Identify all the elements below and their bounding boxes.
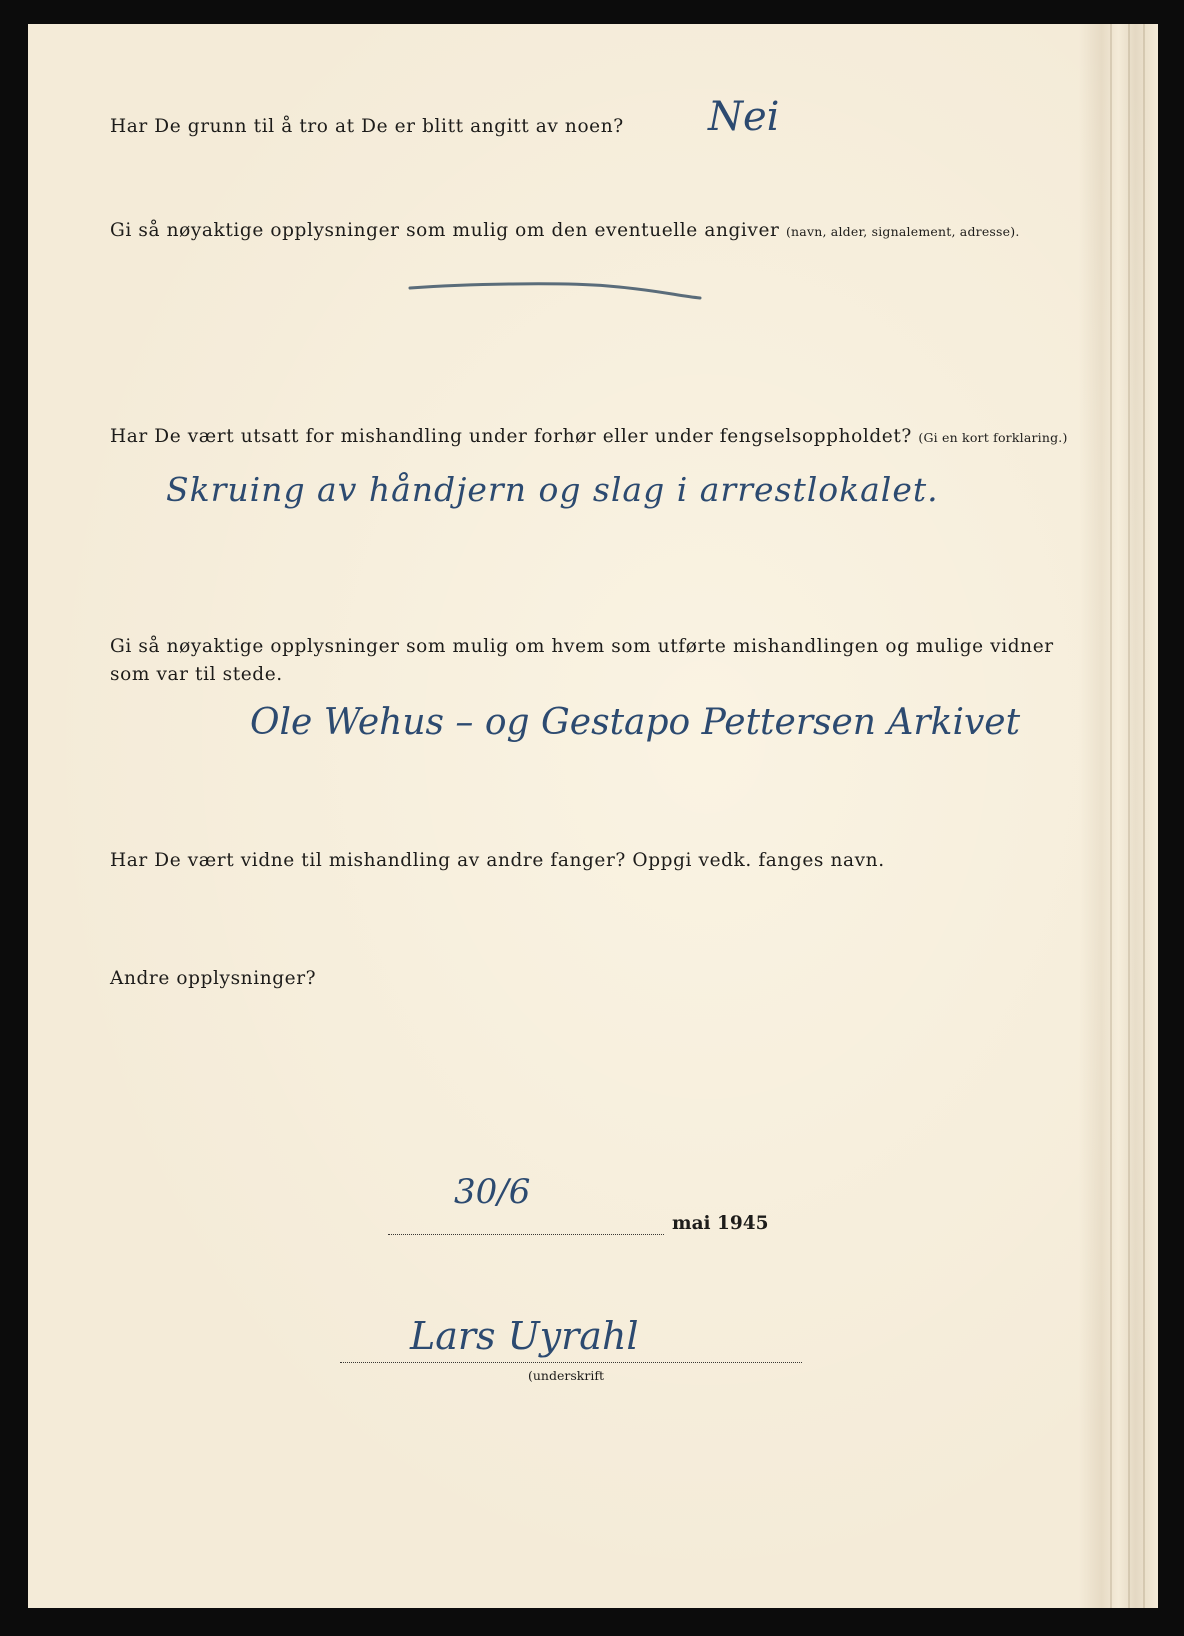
question-perpetrators-line2: som var til stede. [110, 664, 283, 685]
question-other-info: Andre opplysninger? [110, 968, 317, 989]
date-printed: mai 1945 [672, 1213, 769, 1234]
question-witness: Har De vært vidne til mishandling av andre fanger? Oppgi vedk. fanges navn. [110, 850, 885, 871]
signature-dotted-line [340, 1362, 802, 1363]
question-note: (Gi en kort forklaring.) [918, 430, 1068, 445]
answer-mistreatment: Skruing av håndjern og slag i arrestlokalet. [166, 470, 939, 509]
question-informant: Har De grunn til å tro at De er blitt angitt av noen? [110, 116, 624, 137]
question-main-text: Gi så nøyaktige opplysninger som mulig om den eventuelle angiver [110, 220, 780, 241]
signature-caption: (underskrift [528, 1368, 604, 1383]
answer-perpetrators: Ole Wehus – og Gestapo Pettersen Arkivet [250, 702, 1021, 743]
handwritten-dash [408, 280, 708, 310]
question-note: (navn, alder, signalement, adresse). [785, 224, 1020, 239]
question-perpetrators-line1: Gi så nøyaktige opplysninger som mulig om hvem som utførte mishandlingen og mulige vidner [110, 636, 1054, 657]
question-mistreatment [110, 426, 1068, 447]
question-main-text: Har De vært utsatt for mishandling under forhør eller under fengselsoppholdet? [110, 426, 912, 447]
date-dotted-line [388, 1234, 664, 1235]
answer-informant: Nei [708, 94, 780, 140]
date-handwritten: 30/6 [454, 1172, 531, 1212]
paper-fold-line [1143, 24, 1145, 1608]
paper-fold-line [1110, 24, 1112, 1608]
paper-fold-line [1128, 24, 1130, 1608]
form-page [28, 24, 1158, 1608]
signature: Lars Uyrahl [410, 1314, 639, 1358]
question-informant-details [110, 220, 1020, 241]
